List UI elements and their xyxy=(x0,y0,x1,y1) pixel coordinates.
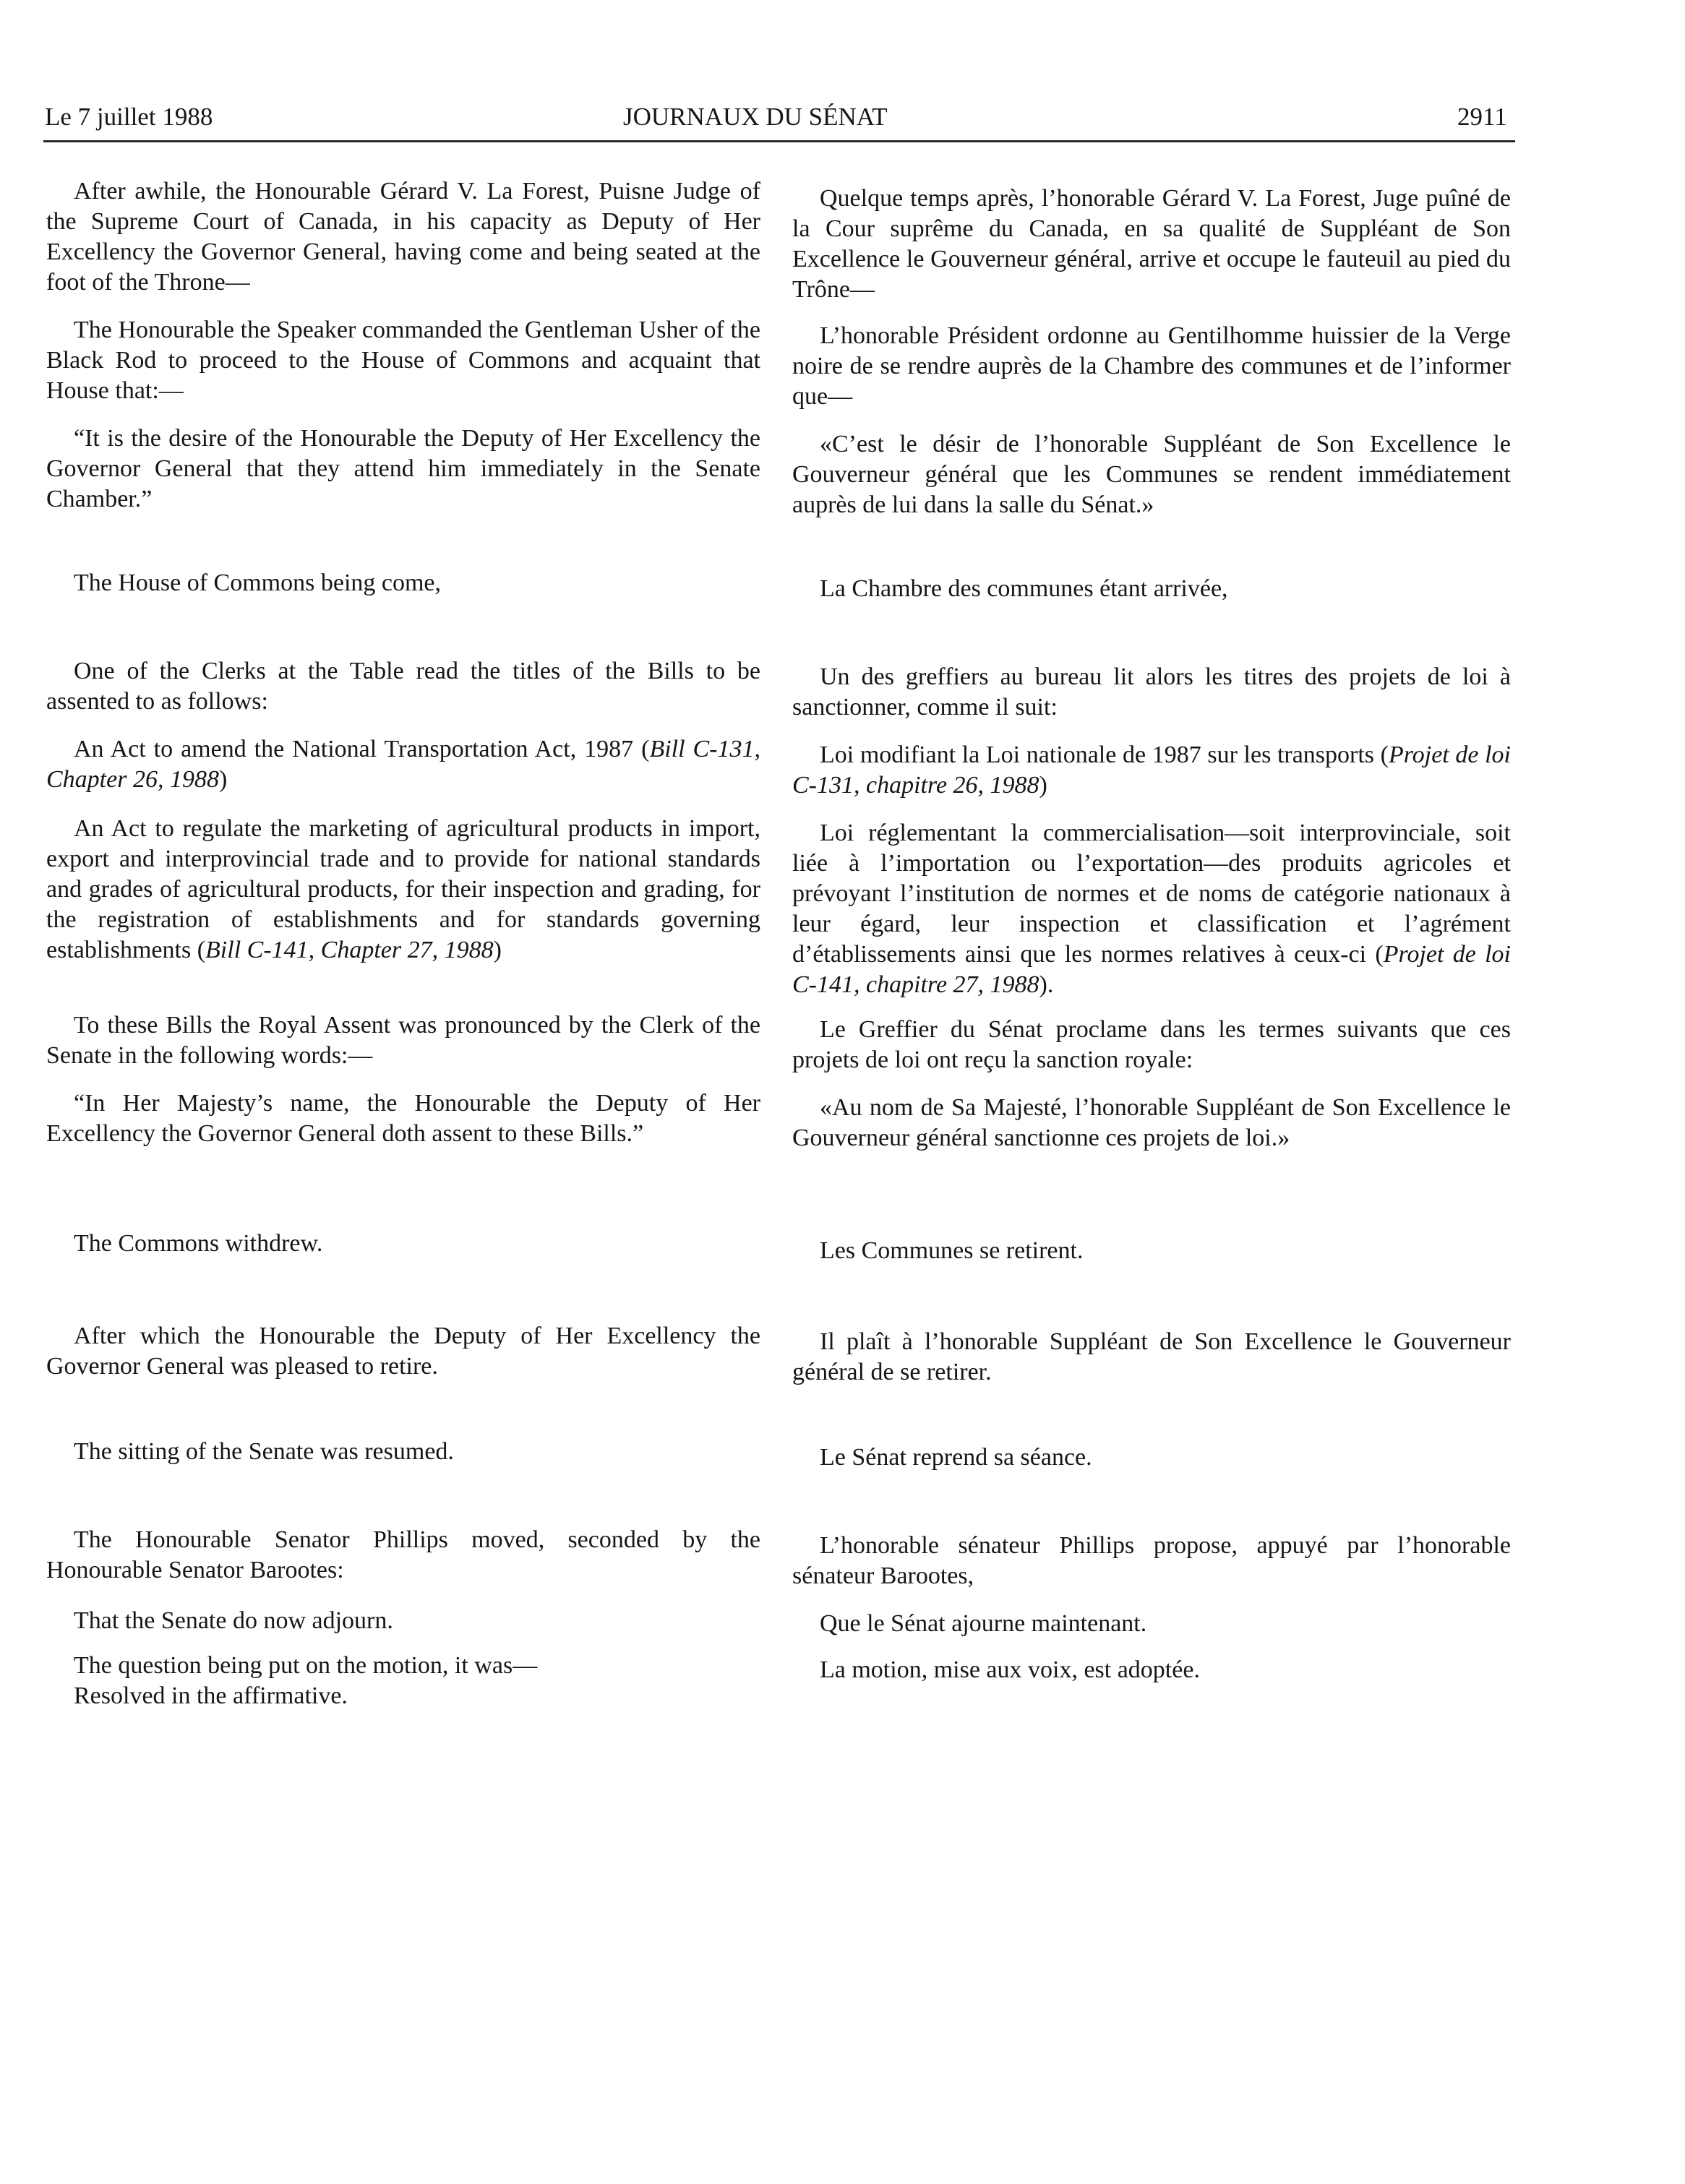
fr-paragraph-1: Quelque temps après, l’honorable Gérard V. La Forest, Juge puîné de la Cour suprême du Canada, en sa qualité de Suppléant de Son Excellence le Gouverneur général, arrive et occupe le fauteuil au pied du Trône— xyxy=(792,185,1511,303)
en-paragraph-4: The House of Commons being come, xyxy=(74,569,442,596)
fr-paragraph-14: Que le Sénat ajourne maintenant. xyxy=(820,1610,1147,1637)
en-bill-2-ref: Bill C-141, Chapter 27, 1988 xyxy=(205,937,494,963)
en-paragraph-10: The Commons withdrew. xyxy=(74,1230,323,1257)
header-date: Le 7 juillet 1988 xyxy=(45,103,213,131)
fr-paragraph-9: «Au nom de Sa Majesté, l’honorable Suppléant de Son Excellence le Gouverneur général sanctionne ces projets de loi.» xyxy=(792,1094,1511,1151)
en-paragraph-13: The Honourable Senator Phillips moved, seconded by the Honourable Senator Barootes: xyxy=(46,1526,760,1583)
fr-paragraph-5: Un des greffiers au bureau lit alors les titres des projets de loi à sanctionner, comme il suit: xyxy=(792,663,1511,721)
en-paragraph-14: That the Senate do now adjourn. xyxy=(74,1607,393,1634)
en-paragraph-12: The sitting of the Senate was resumed. xyxy=(74,1438,454,1465)
fr-paragraph-10: Les Communes se retirent. xyxy=(820,1237,1084,1264)
en-bill-1-ref: Bill C-131, Chapter 26, 1988 xyxy=(46,736,760,793)
fr-paragraph-12: Le Sénat reprend sa séance. xyxy=(820,1444,1092,1471)
en-paragraph-2: The Honourable the Speaker commanded the Gentleman Usher of the Black Rod to proceed to the House of Commons and acquaint that House that:— xyxy=(46,317,760,404)
fr-paragraph-8: Le Greffier du Sénat proclame dans les termes suivants que ces projets de loi ont reçu la sanction royale: xyxy=(792,1016,1511,1073)
en-bill-2-title: An Act to regulate the marketing of agricultural products in import, export and interprovincial trade and to provide for national standards and grades of agricultural products, for their inspection and grading, for the registration of establishments and for standards governing establishments xyxy=(46,815,760,963)
fr-paragraph-13: L’honorable sénateur Phillips propose, appuyé par l’honorable sénateur Barootes, xyxy=(792,1532,1511,1589)
page-number: 2911 xyxy=(1457,103,1507,131)
fr-bill-2-title: Loi réglementant la commercialisation—soit interprovinciale, soit liée à l’importation ou l’exportation—des produits agricoles et prévoyant l’institution de normes et de noms de catégorie nationaux à leur égard, leur inspection et classification et l’agrément d’établissements ainsi que les normes relatives à ceux-ci xyxy=(792,820,1511,968)
header-rule xyxy=(43,140,1515,142)
fr-bill-1-title: Loi modifiant la Loi nationale de 1987 sur les transports xyxy=(820,741,1375,768)
en-paragraph-3: “It is the desire of the Honourable the Deputy of Her Excellency the Governor General that they attend him immediately in the Senate Chamber.” xyxy=(46,425,760,512)
fr-paragraph-3: «C’est le désir de l’honorable Suppléant de Son Excellence le Gouverneur général que les Communes se rendent immédiatement auprès de lui dans la salle du Sénat.» xyxy=(792,431,1511,518)
en-paragraph-8: To these Bills the Royal Assent was pronounced by the Clerk of the Senate in the following words:— xyxy=(46,1012,760,1069)
en-paragraph-9: “In Her Majesty’s name, the Honourable the Deputy of Her Excellency the Governor General doth assent to these Bills.” xyxy=(46,1090,760,1147)
fr-bill-1-ref: Projet de loi C-131, chapitre 26, 1988 xyxy=(792,741,1511,799)
en-paragraph-7: An Act to regulate the marketing of agricultural products in import, export and interprovincial trade and to provide for national standards and grades of agricultural products, for their inspection and grading, for the registration of establishments and for standards governing establishments (Bill C-141, Chapter 27, 1988) xyxy=(46,815,760,963)
fr-paragraph-4: La Chambre des communes étant arrivée, xyxy=(820,575,1228,602)
fr-paragraph-15: La motion, mise aux voix, est adoptée. xyxy=(820,1656,1200,1683)
en-paragraph-5: One of the Clerks at the Table read the titles of the Bills to be assented to as follows: xyxy=(46,658,760,715)
en-paragraph-11: After which the Honourable the Deputy of Her Excellency the Governor General was pleased to retire. xyxy=(46,1323,760,1380)
fr-bill-2-ref: Projet de loi C-141, chapitre 27, 1988 xyxy=(792,941,1511,998)
fr-paragraph-11: Il plaît à l’honorable Suppléant de Son Excellence le Gouverneur général de se retirer. xyxy=(792,1328,1511,1385)
header-title: JOURNAUX DU SÉNAT xyxy=(623,103,888,131)
en-paragraph-15 xyxy=(46,1651,760,1711)
fr-paragraph-2: L’honorable Président ordonne au Gentilhomme huissier de la Verge noire de se rendre auprès de la Chambre des communes et de l’informer que— xyxy=(792,322,1511,410)
fr-paragraph-7: Loi réglementant la commercialisation—soit interprovinciale, soit liée à l’importation ou l’exportation—des produits agricoles et prévoyant l’institution de normes et de noms de catégorie nationaux à leur égard, leur inspection et classification et l’agrément d’établissements ainsi que les normes relatives à ceux-ci (Projet de loi C-141, chapitre 27, 1988). xyxy=(792,820,1511,998)
en-paragraph-6: An Act to amend the National Transportation Act, 1987 (Bill C-131, Chapter 26, 1988) xyxy=(46,736,760,793)
en-bill-1-title: An Act to amend the National Transportation Act, 1987 xyxy=(74,736,634,762)
en-resolved-line: Resolved in the affirmative. xyxy=(74,1682,348,1709)
fr-paragraph-6: Loi modifiant la Loi nationale de 1987 sur les transports (Projet de loi C-131, chapitre 26, 1988) xyxy=(792,741,1511,799)
en-question-line: The question being put on the motion, it was— xyxy=(74,1652,538,1679)
en-paragraph-1: After awhile, the Honourable Gérard V. La Forest, Puisne Judge of the Supreme Court of Canada, in his capacity as Deputy of Her Excellency the Governor General, having come and being seated at the foot of the Throne— xyxy=(46,178,760,296)
